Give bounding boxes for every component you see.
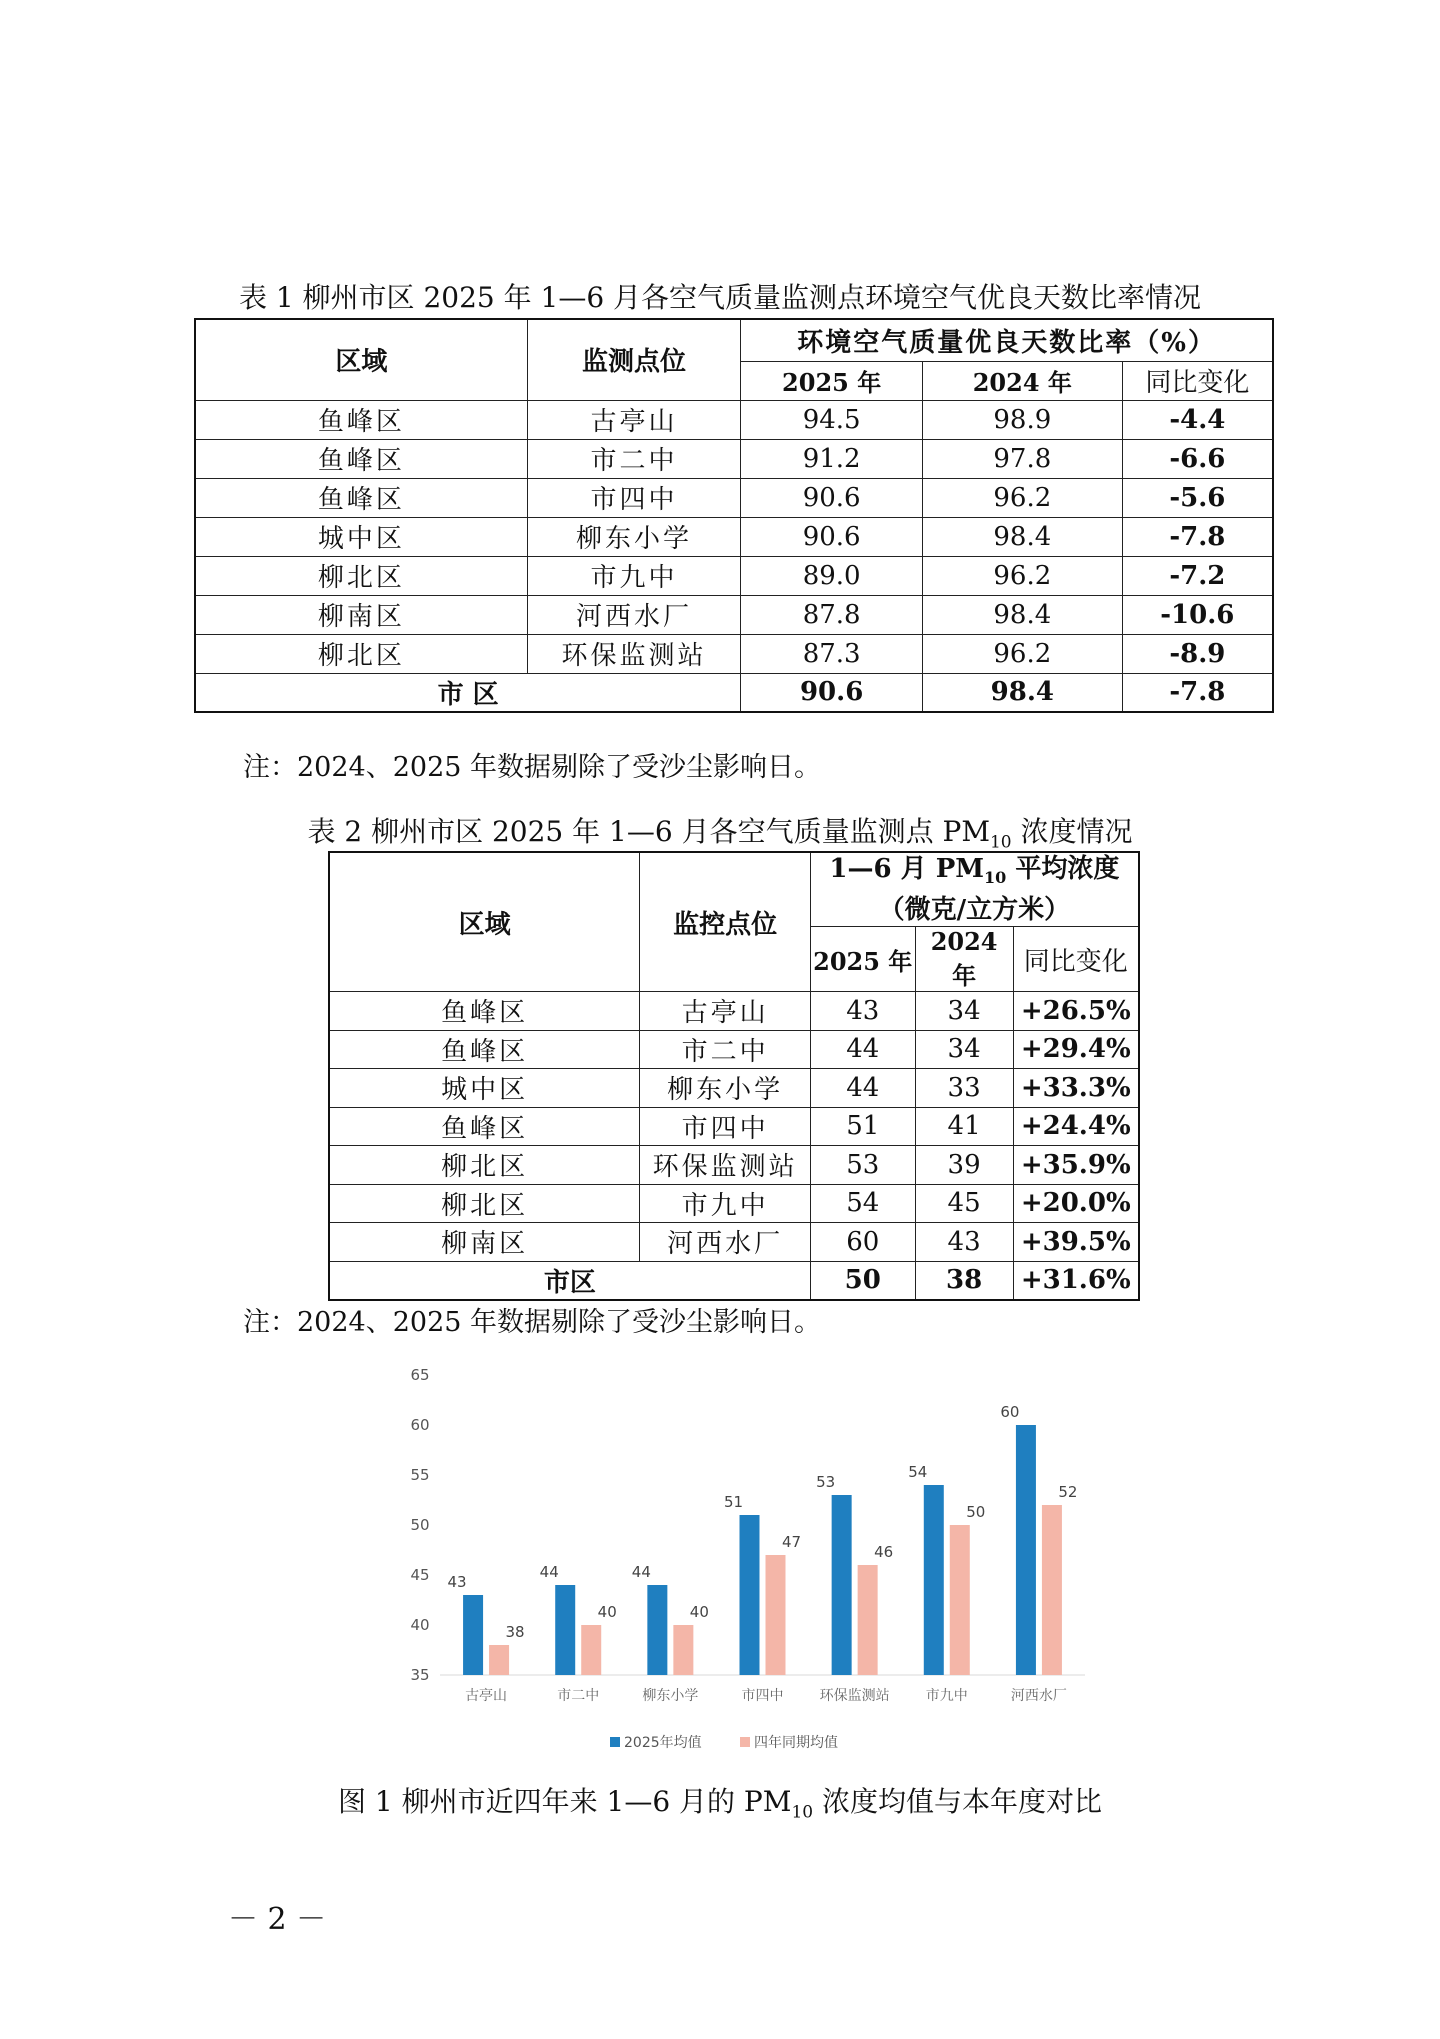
bar-series2 [673,1625,693,1675]
value-2024-cell: 43 [915,1223,1013,1262]
table2-note: 注：2024、2025 年数据剔除了受沙尘影响日。 [243,1307,822,1338]
x-tick-label: 市四中 [741,1688,784,1704]
t2-header-unit: （微克/立方米） [878,895,1071,926]
change-cell: +35.9% [1013,1146,1139,1185]
table-row [195,634,1273,673]
t1-header-change: 同比变化 [1122,361,1273,400]
site-cell: 河西水厂 [527,595,741,634]
data-label: 40 [597,1603,617,1621]
region-cell: 柳北区 [195,634,527,673]
table-row [195,595,1273,634]
t2-header-group [810,852,1139,927]
y-tick-label: 55 [410,1466,430,1484]
change-cell: +26.5% [1013,992,1139,1031]
total-change-cell: -7.8 [1122,673,1273,712]
value-2025-cell: 94.5 [741,400,923,439]
y-tick-label: 60 [410,1416,430,1434]
table2-caption [0,810,1440,853]
bar-series1 [463,1595,483,1675]
t2-header-change: 同比变化 [1013,927,1139,992]
site-cell: 市四中 [640,1107,810,1146]
total-row [195,673,1273,712]
bar-series2 [858,1565,878,1675]
bar-series1 [924,1485,944,1675]
value-2025-cell: 53 [810,1146,915,1185]
region-cell: 柳北区 [329,1184,640,1223]
t2-header-group-pre: 1—6 月 PM [829,854,985,884]
value-2025-cell: 90.6 [741,517,923,556]
y-tick-label: 50 [410,1516,430,1534]
t2-header-2025: 2025 年 [810,927,915,992]
data-label: 51 [723,1493,744,1511]
region-cell: 柳北区 [195,556,527,595]
x-tick-label: 古亭山 [465,1688,508,1704]
change-cell: -7.2 [1122,556,1273,595]
data-label: 54 [908,1463,928,1481]
y-tick-label: 35 [410,1666,430,1684]
data-label: 44 [631,1563,651,1581]
data-label: 40 [689,1603,709,1621]
table-row [329,1107,1139,1146]
site-cell: 市二中 [527,439,741,478]
table2-caption-pre: 表 2 柳州市区 2025 年 1—6 月各空气质量监测点 PM [307,815,990,848]
site-cell: 古亭山 [527,400,741,439]
value-2024-cell: 98.4 [922,595,1122,634]
value-2025-cell: 91.2 [741,439,923,478]
table2 [328,851,1140,1301]
change-cell: +33.3% [1013,1069,1139,1108]
value-2024-cell: 34 [915,992,1013,1031]
legend-swatch [740,1737,750,1747]
change-cell: -6.6 [1122,439,1273,478]
bar-series2 [766,1555,786,1675]
change-cell: -7.8 [1122,517,1273,556]
bar-series2 [489,1645,509,1675]
site-cell: 柳东小学 [640,1069,810,1108]
t2-header-region: 区域 [329,852,640,992]
data-label: 53 [816,1473,836,1491]
x-tick-label: 市九中 [925,1688,968,1704]
site-cell: 市四中 [527,478,741,517]
site-cell: 市二中 [640,1030,810,1069]
y-tick-label: 45 [410,1566,430,1584]
table2-caption-post: 浓度情况 [1011,815,1133,848]
value-2024-cell: 98.9 [922,400,1122,439]
change-cell: +24.4% [1013,1107,1139,1146]
figure-caption-pre: 图 1 柳州市近四年来 1—6 月的 PM [337,1785,792,1818]
value-2024-cell: 41 [915,1107,1013,1146]
t2-header-2024: 2024 年 [915,927,1013,992]
value-2024-cell: 33 [915,1069,1013,1108]
x-tick-label: 柳东小学 [642,1688,699,1704]
region-cell: 鱼峰区 [195,439,527,478]
site-cell: 河西水厂 [640,1223,810,1262]
x-tick-label: 环保监测站 [819,1688,890,1704]
t2-header-site: 监控点位 [640,852,810,992]
value-2024-cell: 34 [915,1030,1013,1069]
table-row [329,1223,1139,1262]
t1-header-site: 监测点位 [527,319,741,400]
bar-series2 [1042,1505,1062,1675]
value-2024-cell: 45 [915,1184,1013,1223]
total-2025-cell: 50 [810,1261,915,1300]
region-cell: 柳北区 [329,1146,640,1185]
region-cell: 鱼峰区 [329,1107,640,1146]
value-2025-cell: 87.8 [741,595,923,634]
table-row [329,1146,1139,1185]
legend-label: 四年同期均值 [754,1735,838,1751]
total-label: 市 区 [195,673,741,712]
t2-header-group-sub: 10 [984,868,1007,888]
legend-swatch [610,1737,620,1747]
value-2025-cell: 87.3 [741,634,923,673]
t1-header-group: 环境空气质量优良天数比率（%） [741,319,1273,361]
site-cell: 市九中 [527,556,741,595]
total-2025-cell: 90.6 [741,673,923,712]
region-cell: 柳南区 [329,1223,640,1262]
value-2025-cell: 51 [810,1107,915,1146]
table1-note: 注：2024、2025 年数据剔除了受沙尘影响日。 [243,752,822,783]
change-cell: -10.6 [1122,595,1273,634]
site-cell: 环保监测站 [527,634,741,673]
data-label: 60 [1000,1403,1020,1421]
data-label: 52 [1058,1483,1078,1501]
total-label: 市区 [329,1261,810,1300]
bar-series2 [581,1625,601,1675]
legend-label: 2025年均值 [624,1735,702,1751]
figure-caption [0,1780,1440,1823]
value-2025-cell: 43 [810,992,915,1031]
site-cell: 市九中 [640,1184,810,1223]
bar-series1 [740,1515,760,1675]
region-cell: 鱼峰区 [195,478,527,517]
region-cell: 柳南区 [195,595,527,634]
data-label: 43 [447,1573,467,1591]
table1-caption: 表 1 柳州市区 2025 年 1—6 月各空气质量监测点环境空气优良天数比率情况 [238,281,1202,314]
change-cell: +29.4% [1013,1030,1139,1069]
bar-series1 [832,1495,852,1675]
total-change-cell: +31.6% [1013,1261,1139,1300]
value-2025-cell: 44 [810,1030,915,1069]
value-2025-cell: 89.0 [741,556,923,595]
value-2024-cell: 96.2 [922,556,1122,595]
value-2025-cell: 44 [810,1069,915,1108]
bar-series1 [647,1585,667,1675]
table-row [329,1030,1139,1069]
x-tick-label: 河西水厂 [1010,1688,1067,1704]
value-2024-cell: 39 [915,1146,1013,1185]
table-row [195,556,1273,595]
change-cell: -8.9 [1122,634,1273,673]
region-cell: 鱼峰区 [329,1030,640,1069]
data-label: 47 [781,1533,802,1551]
data-label: 38 [505,1623,525,1641]
table-row [195,439,1273,478]
y-tick-label: 40 [410,1616,430,1634]
data-label: 46 [874,1543,894,1561]
t2-header-group-post: 平均浓度 [1006,854,1120,884]
change-cell: +39.5% [1013,1223,1139,1262]
region-cell: 城中区 [329,1069,640,1108]
figure-caption-sub: 10 [791,1802,814,1823]
total-2024-cell: 98.4 [922,673,1122,712]
y-tick-label: 65 [410,1366,430,1384]
pm10-bar-chart-svg [385,1355,1095,1775]
value-2025-cell: 90.6 [741,478,923,517]
value-2025-cell: 60 [810,1223,915,1262]
figure-caption-post: 浓度均值与本年度对比 [813,1785,1102,1818]
site-cell: 古亭山 [640,992,810,1031]
table2-caption-sub: 10 [989,832,1012,853]
change-cell: -5.6 [1122,478,1273,517]
data-label: 44 [539,1563,559,1581]
pm10-bar-chart [385,1355,1095,1775]
region-cell: 城中区 [195,517,527,556]
table-row [195,517,1273,556]
t1-header-2024: 2024 年 [922,361,1122,400]
bar-series2 [950,1525,970,1675]
table-row [329,992,1139,1031]
site-cell: 柳东小学 [527,517,741,556]
total-2024-cell: 38 [915,1261,1013,1300]
site-cell: 环保监测站 [640,1146,810,1185]
x-tick-label: 市二中 [557,1688,600,1704]
region-cell: 鱼峰区 [329,992,640,1031]
value-2025-cell: 54 [810,1184,915,1223]
table-row [329,1184,1139,1223]
change-cell: -4.4 [1122,400,1273,439]
bar-series1 [555,1585,575,1675]
change-cell: +20.0% [1013,1184,1139,1223]
table-row [195,478,1273,517]
t1-header-2025: 2025 年 [741,361,923,400]
value-2024-cell: 96.2 [922,634,1122,673]
data-label: 50 [966,1503,986,1521]
table1 [194,318,1274,713]
region-cell: 鱼峰区 [195,400,527,439]
page-number: － 2 － [228,1902,327,1937]
value-2024-cell: 98.4 [922,517,1122,556]
total-row [329,1261,1139,1300]
table-row [195,400,1273,439]
bar-series1 [1016,1425,1036,1675]
table-row [329,1069,1139,1108]
value-2024-cell: 97.8 [922,439,1122,478]
value-2024-cell: 96.2 [922,478,1122,517]
t1-header-region: 区域 [195,319,527,400]
